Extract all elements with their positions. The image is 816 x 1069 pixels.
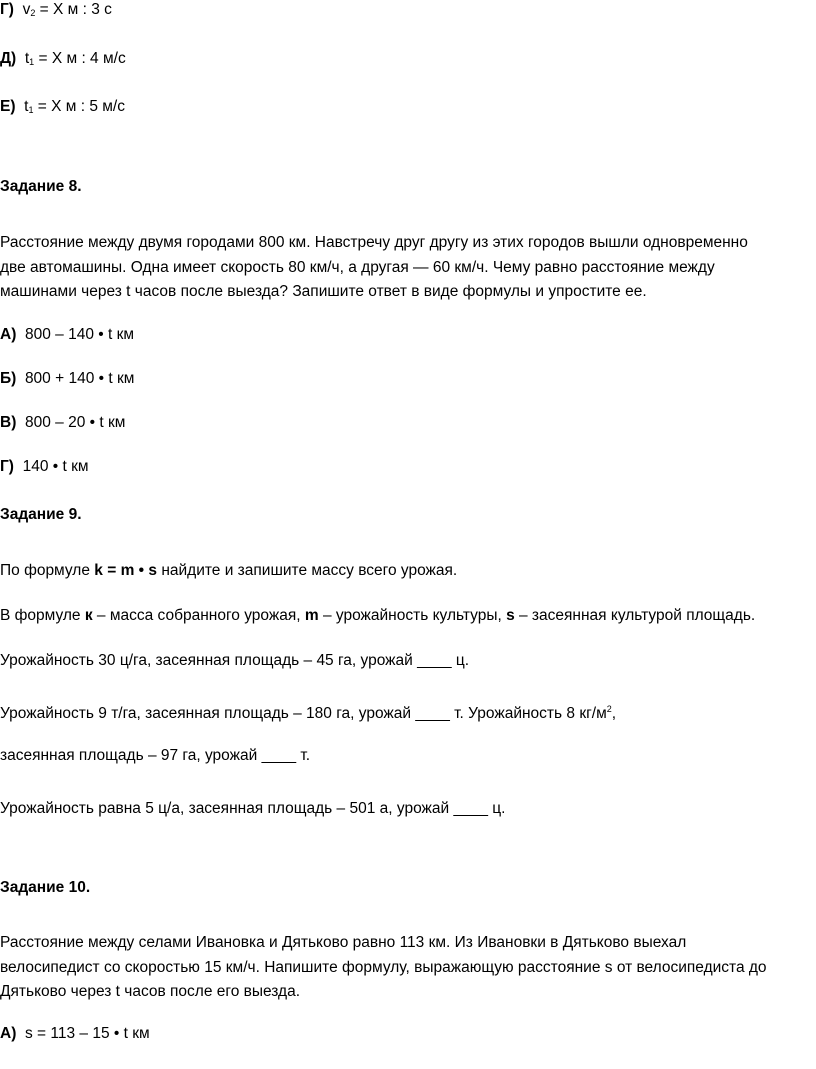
task10-text [0,931,810,1005]
var-s: s [506,607,515,624]
task9-line1: Урожайность 30 ц/га, засеянная площадь – 45 га, урожай ____ ц. [0,652,470,669]
task8-option-g [0,455,89,479]
option-letter: Д) [0,50,17,67]
var-m: m [304,607,319,624]
option-var: t [24,98,29,115]
option-var: t [24,50,30,67]
option-text: 800 – 140 • t км [24,326,135,343]
option-letter: Е) [0,98,16,115]
task8-heading: Задание 8. [0,178,82,195]
text-part: В формуле [0,607,85,624]
task10-heading: Задание 10. [0,879,91,896]
text-part: Урожайность 9 т/га, засеянная площадь – 180 га, урожай ____ т. Урожайность 8 кг/м [0,705,607,722]
option-text: 800 + 140 • t км [24,370,135,387]
task9-line2 [0,697,616,726]
text-line: машинами через t часов после выезда? Запишите ответ в виде формулы и упростите ее. [0,283,647,300]
task9-line4: Урожайность равна 5 ц/а, засеянная площадь – 501 а, урожай ____ ц. [0,800,506,817]
task9-heading: Задание 9. [0,506,82,523]
superscript: 2 [606,704,612,714]
task9-line3: засеянная площадь – 97 га, урожай ____ т. [0,747,311,764]
task8-text [0,231,810,305]
option-letter: В) [0,414,17,431]
task9-formula-line [0,559,457,583]
text-part: – засеянная культурой площадь. [514,607,756,624]
option-letter: А) [0,326,17,343]
option-d-prev [0,47,126,74]
option-e-prev [0,95,125,122]
option-letter: Б) [0,370,17,387]
option-sub: 1 [28,105,34,115]
task8-option-a [0,323,134,347]
task9-definition-line [0,604,755,628]
option-text: = Х м : 3 с [35,1,112,18]
option-text: s = 113 – 15 • t км [24,1025,150,1042]
option-text: = Х м : 5 м/с [33,98,125,115]
option-text: 140 • t км [22,458,89,475]
text-part: , [611,705,617,722]
var-k: к [84,607,93,624]
text-part: По формуле [0,562,95,579]
task10-option-a [0,1022,150,1046]
option-var: v [22,1,31,18]
text-line: велосипедист со скоростью 15 км/ч. Напишите формулу, выражающую расстояние s от велосипедиста до [0,958,767,976]
option-sub: 2 [30,8,36,18]
text-line: Дятьково через t часов после его выезда. [0,983,301,1000]
task8-option-v [0,411,125,435]
option-letter: Г) [0,1,14,18]
text-line: две автомашины. Одна имеет скорость 80 км/ч, а другая — 60 км/ч. Чему равно расстояние между [0,258,715,276]
option-g-prev [0,0,112,25]
text-part: – масса собранного урожая, [92,607,305,624]
text-part: найдите и запишите массу всего урожая. [157,562,458,579]
option-text: = Х м : 4 м/с [34,50,126,67]
task8-option-b [0,367,134,391]
option-sub: 1 [29,57,35,67]
text-line: Расстояние между двумя городами 800 км. Навстречу друг другу из этих городов вышли одновременно [0,234,748,251]
option-letter: А) [0,1025,17,1042]
option-letter: Г) [0,458,14,475]
text-line: Расстояние между селами Ивановка и Дятьково равно 113 км. Из Ивановки в Дятьково выехал [0,934,687,951]
formula: k = m • s [94,562,158,579]
text-part: – урожайность культуры, [318,607,507,624]
option-text: 800 – 20 • t км [24,414,126,431]
